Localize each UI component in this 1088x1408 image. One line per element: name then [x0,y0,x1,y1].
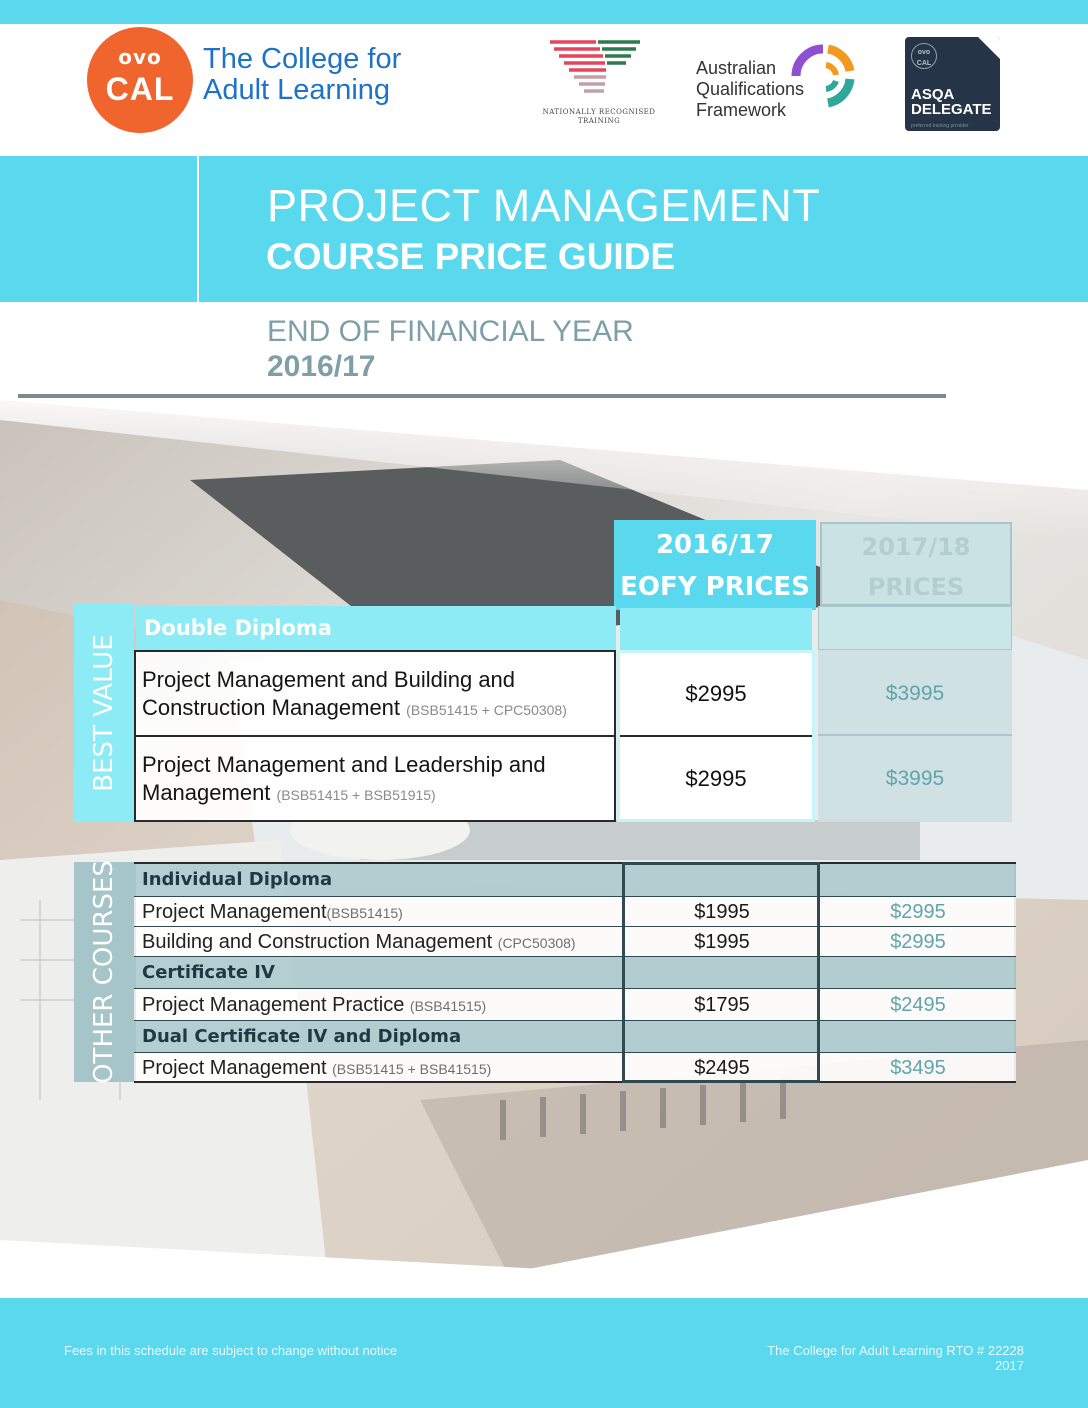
course-code: (BSB51415 + BSB51915) [276,787,436,803]
eofy-year: 2016/17 [267,350,376,383]
next-price-column [818,650,1012,822]
category-row [134,864,1016,896]
course-name [142,898,403,927]
course-name [142,991,486,1020]
asqa-line1: ASQA [911,86,955,103]
eofy-price: $2995 [685,681,747,706]
course-name [142,1054,491,1083]
course-name [142,751,546,809]
asqa-tagline: preferred training provider [911,123,969,129]
rto-info [767,1343,1024,1373]
course-name-text: Project Management [142,901,327,923]
college-name [203,44,401,106]
cal-abbr: CAL [105,71,175,107]
category-row [134,1020,1016,1052]
asqa-title [911,87,992,117]
aqf-line1: Australian [696,58,777,78]
category-label: Certificate IV [142,962,275,983]
aqf-line3: Framework [696,100,787,120]
course-name [142,666,567,724]
course-name-line2 [142,694,567,724]
eofy-category-cell [620,608,812,650]
table-row [134,926,1016,956]
cal-owl-logo [87,27,193,133]
next-header-label: PRICES [867,573,965,601]
eofy-price: $2495 [694,1057,750,1079]
page-subtitle: COURSE PRICE GUIDE [266,236,676,277]
category-label: Individual Diploma [142,869,333,890]
fees-disclaimer: Fees in this schedule are subject to change without notice [64,1343,398,1358]
course-code: (BSB41515) [409,998,487,1014]
next-price: $3995 [885,767,945,790]
college-name-line1: The College for [203,43,402,75]
title-divider [197,156,199,302]
next-year-prices-header [820,522,1012,606]
row-divider [620,735,812,737]
eofy-header-year: 2016/17 [655,530,775,560]
aqf-arcs-icon [790,43,856,109]
course-name-line2-text: Construction Management [142,695,401,720]
best-value-label: BEST VALUE [89,634,119,792]
footer-year: 2017 [995,1358,1024,1373]
next-category-cell [818,606,1012,650]
asqa-line2: DELEGATE [911,101,992,118]
owl-eyes: ovo [118,45,162,69]
eofy-price: $2995 [685,766,747,791]
course-name-line2 [142,779,546,809]
course-name-text: Project Management [142,1057,327,1079]
course-name-text: Building and Construction Management [142,931,493,953]
eofy-price: $1795 [694,994,750,1016]
eofy-price: $1995 [694,931,750,953]
college-name-line2: Adult Learning [203,74,391,106]
next-price: $2995 [890,931,946,953]
aqf-wordmark [696,58,804,121]
eofy-prices-header [614,520,816,610]
next-price: $3995 [885,682,945,705]
course-code: (BSB51415 + BSB41515) [332,1061,492,1077]
row-divider [818,734,1012,736]
eofy-header-label: EOFY PRICES [620,572,810,602]
table-row [134,988,1016,1020]
page-title: PROJECT MANAGEMENT [267,180,821,231]
nrt-caption: NATIONALLY RECOGNISED TRAINING [542,108,656,125]
table-row [134,896,1016,926]
course-code: (CPC50308) [497,935,576,951]
course-name-line1: Project Management and Leadership and [142,752,546,777]
heading-rule [18,394,946,398]
aqf-line2: Qualifications [696,79,805,99]
top-accent-bar [0,0,1088,24]
double-diploma-category: Double Diploma [136,606,616,650]
course-code: (BSB51415) [326,905,403,921]
course-name-line1: Project Management and Building and [142,667,516,692]
eofy-price: $1995 [694,901,750,923]
best-value-tab [74,604,134,822]
rto-number: The College for Adult Learning RTO # 22228 [767,1343,1024,1358]
next-price: $3495 [890,1057,946,1079]
page-fold-icon [978,37,1000,59]
course-name-line2-text: Management [142,780,271,805]
eofy-heading: END OF FINANCIAL YEAR [267,315,634,348]
other-courses-tab [74,862,134,1082]
table-row [134,650,616,736]
category-label: Dual Certificate IV and Diploma [142,1026,462,1047]
next-price: $2495 [890,994,946,1016]
column-divider [818,862,820,1083]
table-row [134,736,616,822]
asqa-mini-cal-logo: ovo CAL [911,43,937,69]
next-header-year: 2017/18 [861,533,971,561]
other-courses-label: OTHER COURSES [89,860,119,1084]
next-price: $2995 [890,901,946,923]
category-row [134,956,1016,988]
eofy-price-column [617,650,815,822]
course-code: (BSB51415 + CPC50308) [406,702,567,718]
course-name-text: Project Management Practice [142,994,405,1016]
course-name [142,928,576,957]
table-row [134,1052,1016,1081]
asqa-delegate-badge [905,37,1000,131]
